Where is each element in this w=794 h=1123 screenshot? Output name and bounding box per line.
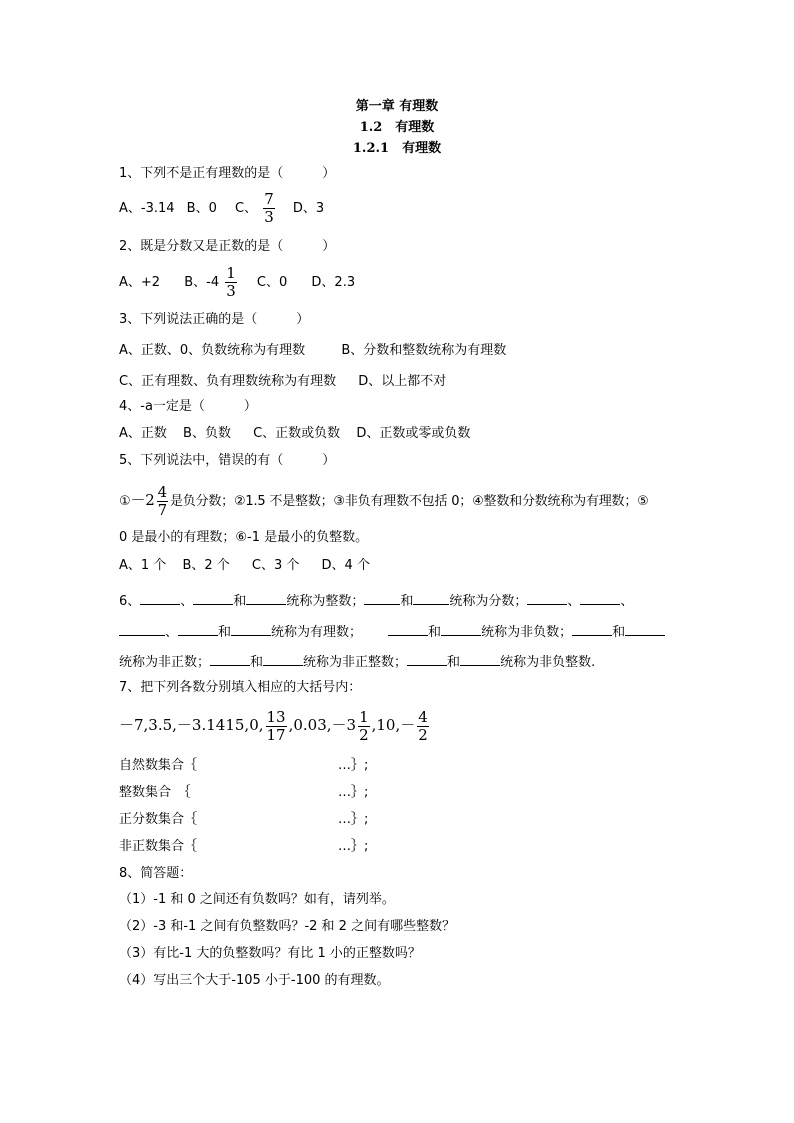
q7-stem: 7、把下列各数分别填入相应的大括号内： [119, 680, 362, 695]
set-natural-numbers-end: …｝; [338, 758, 369, 773]
q6-blank[interactable] [140, 592, 180, 605]
q3-options-row1 [119, 342, 506, 360]
q4-option-a: A、正数 [119, 426, 167, 441]
q8-item-1: （1）-1 和 0 之间还有负数吗？如有，请列举。 [119, 892, 395, 907]
q6-blank[interactable] [527, 592, 567, 605]
q5-statements-line2: 0 是最小的有理数；⑥-1 是最小的负整数。 [119, 530, 369, 545]
q6-blank[interactable] [210, 653, 250, 666]
q5-option-a: A、1 个 [119, 558, 167, 573]
q6-blank[interactable] [572, 623, 612, 636]
q3-option-b: B、分数和整数统称为有理数 [341, 343, 507, 358]
q1-option-c: C、 [235, 201, 258, 216]
q6-blank[interactable] [246, 592, 286, 605]
q6-blank[interactable] [460, 653, 500, 666]
q3-stem: 3、下列说法正确的是（ ） [119, 312, 310, 327]
section-title: 1.2 有理数 [359, 120, 435, 135]
q2-option-d: D、2.3 [311, 275, 356, 290]
q7-fraction-4-2: $\frac{4}{2}$ [418, 708, 428, 744]
q4-options [119, 425, 470, 443]
q6-blank[interactable] [413, 592, 449, 605]
subsection-title: 1.2.1 有理数 [352, 141, 442, 156]
q2-b-fraction: $\frac{1}{3}$ [226, 264, 236, 300]
q6-blank[interactable] [388, 623, 428, 636]
q2-option-a: A、+2 [119, 275, 161, 290]
set-integers: 整数集合 ｛ [119, 785, 191, 800]
q1-stem: 1、下列不是正有理数的是（ ） [119, 166, 336, 181]
q5-option-b: B、2 个 [182, 558, 230, 573]
q7-fraction-13-17: $\frac{13}{17}$ [266, 708, 286, 744]
q5-option-d: D、4 个 [321, 558, 370, 573]
set-integers-end: …｝; [338, 785, 369, 800]
q6-blank[interactable] [407, 653, 447, 666]
q8-item-3: （3）有比-1 大的负整数吗？有比 1 小的正整数吗？ [119, 946, 421, 961]
q2-stem: 2、既是分数又是正数的是（ ） [119, 239, 336, 254]
q1-options [119, 190, 324, 228]
q8-item-2: （2）-3 和-1 之间有负整数吗？-2 和 2 之间有哪些整数？ [119, 919, 456, 934]
q6-line2: 、 和 统称为有理数； 和 统称为非负数； 和 [119, 623, 665, 642]
q1-option-b: B、0 [186, 201, 217, 216]
q5-options [119, 557, 370, 575]
q6-blank[interactable] [580, 592, 620, 605]
chapter-title: 第一章 有理数 [355, 99, 439, 114]
q3-option-c: C、正有理数、负有理数统称为有理数 [119, 374, 337, 389]
q2-option-b: B、-4 [184, 275, 220, 290]
q6-blank[interactable] [441, 623, 481, 636]
q5-fraction: $\frac{4}{7}$ [157, 483, 167, 519]
q1-option-a: A、-3.14 [119, 201, 175, 216]
q6-blank[interactable] [178, 623, 218, 636]
q4-stem: 4、-a一定是（ ） [119, 399, 257, 414]
q6-blank[interactable] [263, 653, 303, 666]
q8-stem: 8、简答题： [119, 866, 193, 881]
set-non-positive-numbers: 非正数集合｛ [119, 839, 198, 854]
q3-options-row2 [119, 373, 446, 391]
q1-option-d: D、3 [292, 201, 325, 216]
q6-blank[interactable] [625, 623, 665, 636]
set-non-positive-numbers-end: …｝; [338, 839, 369, 854]
q3-option-a: A、正数、0、负数统称为有理数 [119, 343, 306, 358]
q7-fraction-1-2: $\frac{1}{2}$ [359, 708, 369, 744]
q4-option-d: D、正数或零或负数 [356, 426, 471, 441]
q3-option-d: D、以上都不对 [358, 374, 447, 389]
q5-option-c: C、3 个 [251, 558, 300, 573]
q4-option-b: B、负数 [183, 426, 231, 441]
q6-line1: 6、 、 和 统称为整数； 和 统称为分数； 、 、 [119, 594, 634, 609]
set-natural-numbers: 自然数集合｛ [119, 758, 198, 773]
set-positive-fractions: 正分数集合｛ [119, 812, 198, 827]
q4-option-c: C、正数或负数 [253, 426, 341, 441]
q5-statements-line1: ①－2 $\frac{4}{7}$ 是负分数；②1.5 不是整数；③非负有理数不包括 0；④整数和分数统称为有理数；⑤ [119, 483, 649, 519]
q8-item-4: （4）写出三个大于-105 小于-100 的有理数。 [119, 973, 390, 988]
q2-option-c: C、0 [256, 275, 288, 290]
q6-blank[interactable] [119, 623, 165, 636]
q6-blank[interactable] [193, 592, 233, 605]
q1-c-fraction: $\frac{7}{3}$ [264, 190, 274, 226]
q5-stem: 5、下列说法中，错误的有（ ） [119, 453, 336, 468]
q2-options [119, 264, 355, 302]
q5-mixed-number: －2 [130, 491, 155, 509]
set-positive-fractions-end: …｝; [338, 812, 369, 827]
q6-line3: 统称为非正数； 和 统称为非正整数； 和 统称为非负整数. [119, 655, 596, 670]
q6-blank[interactable] [364, 592, 400, 605]
q7-number-list: －7,3.5,－3.1415,0, $\frac{13}{17}$ ,0.03,－3 $\frac{1}{2}$ ,10,－ $\frac{4}{2}$ [119, 708, 428, 744]
q6-blank[interactable] [231, 623, 271, 636]
